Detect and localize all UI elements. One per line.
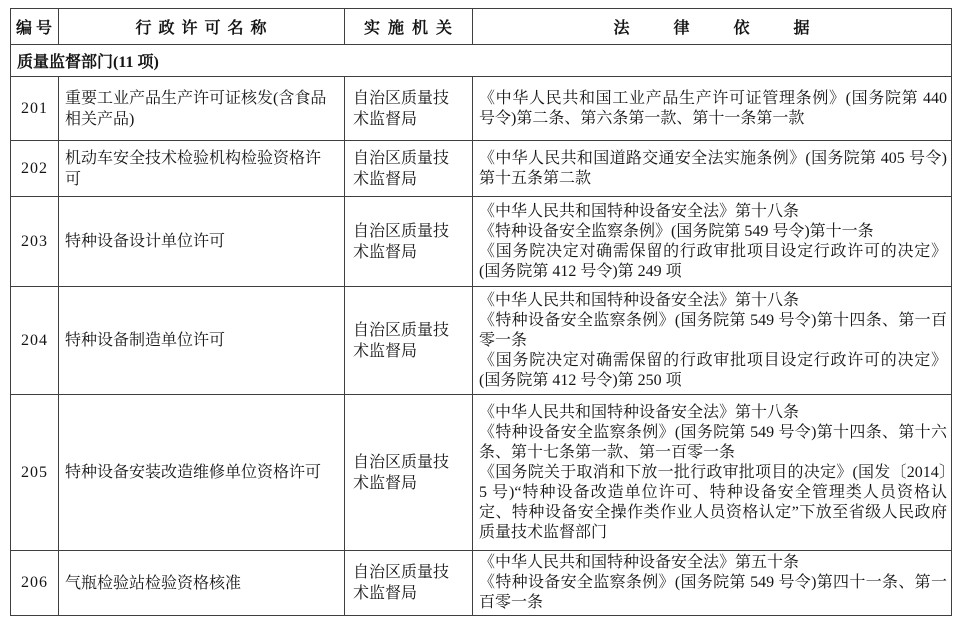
column-header-license-name: 行政许可名称 [59, 9, 345, 45]
cell-agency: 自治区质量技术监督局 [345, 141, 473, 197]
cell-legal-basis [473, 395, 952, 551]
column-header-agency: 实施机关 [345, 9, 473, 45]
cell-legal-basis [473, 197, 952, 287]
legal-basis-line: 《中华人民共和国特种设备安全法》第十八条 [479, 291, 800, 309]
table-header-row [11, 9, 952, 45]
cell-agency: 自治区质量技术监督局 [345, 551, 473, 616]
legal-basis-line: 《国务院关于取消和下放一批行政审批项目的决定》(国发〔2014〕5 号)“特种设备改造单位许可、特种设备安全管理类人员资格认定、特种设备安全操作类作业人员资格认定”下放至省级人民政府质量技术监督部门 [479, 463, 947, 541]
cell-number: 201 [11, 77, 59, 141]
cell-legal-basis [473, 551, 952, 616]
section-header: 质量监督部门(11 项) [11, 45, 952, 77]
cell-agency: 自治区质量技术监督局 [345, 77, 473, 141]
column-header-legal-basis: 法律依据 [473, 9, 952, 45]
cell-license-name: 机动车安全技术检验机构检验资格许可 [59, 141, 345, 197]
cell-number: 204 [11, 287, 59, 395]
table-row [11, 551, 952, 616]
cell-agency: 自治区质量技术监督局 [345, 287, 473, 395]
document-page [10, 8, 952, 616]
cell-license-name: 特种设备设计单位许可 [59, 197, 345, 287]
table-row [11, 141, 952, 197]
cell-number: 206 [11, 551, 59, 616]
legal-basis-line: 《国务院决定对确需保留的行政审批项目设定行政许可的决定》(国务院第 412 号令)第 250 项 [479, 351, 947, 389]
table-row [11, 395, 952, 551]
legal-basis-line: 《特种设备安全监察条例》(国务院第 549 号令)第十四条、第一百零一条 [479, 311, 947, 349]
table-row [11, 287, 952, 395]
cell-license-name: 特种设备制造单位许可 [59, 287, 345, 395]
legal-basis-line: 《特种设备安全监察条例》(国务院第 549 号令)第十一条 [479, 222, 874, 240]
cell-legal-basis [473, 77, 952, 141]
table-row [11, 77, 952, 141]
cell-agency: 自治区质量技术监督局 [345, 197, 473, 287]
legal-basis-line: 《特种设备安全监察条例》(国务院第 549 号令)第十四条、第十六条、第十七条第一款、第一百零一条 [479, 423, 947, 461]
column-header-number: 编号 [11, 9, 59, 45]
legal-basis-line: 《中华人民共和国特种设备安全法》第五十条 [479, 554, 800, 571]
cell-number: 205 [11, 395, 59, 551]
table-row [11, 197, 952, 287]
section-row [11, 45, 952, 77]
legal-basis-line: 《中华人民共和国特种设备安全法》第十八条 [479, 403, 800, 421]
cell-legal-basis [473, 141, 952, 197]
cell-number: 203 [11, 197, 59, 287]
cell-number: 202 [11, 141, 59, 197]
legal-basis-line: 《国务院决定对确需保留的行政审批项目设定行政许可的决定》(国务院第 412 号令)第 249 项 [479, 242, 947, 280]
cell-license-name: 气瓶检验站检验资格核准 [59, 551, 345, 616]
cell-license-name: 特种设备安装改造维修单位资格许可 [59, 395, 345, 551]
legal-basis-line: 《中华人民共和国特种设备安全法》第十八条 [479, 202, 800, 220]
cell-legal-basis [473, 287, 952, 395]
legal-basis-line: 《特种设备安全监察条例》(国务院第 549 号令)第四十一条、第一百零一条 [479, 574, 947, 611]
license-table [10, 8, 952, 616]
legal-basis-line: 《中华人民共和国工业产品生产许可证管理条例》(国务院第 440 号令)第二条、第六条第一款、第十一条第一款 [479, 89, 947, 127]
cell-agency: 自治区质量技术监督局 [345, 395, 473, 551]
legal-basis-line: 《中华人民共和国道路交通安全法实施条例》(国务院第 405 号令)第十五条第二款 [479, 149, 947, 187]
cell-license-name: 重要工业产品生产许可证核发(含食品相关产品) [59, 77, 345, 141]
